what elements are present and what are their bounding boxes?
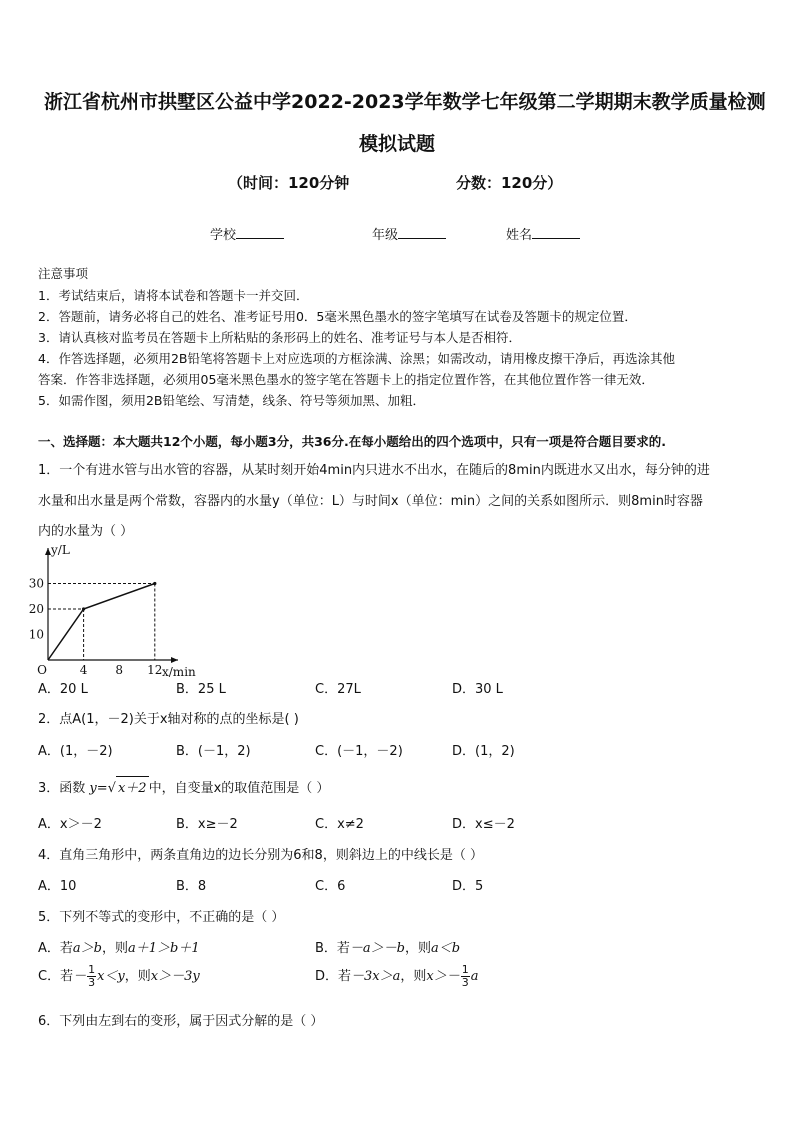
q5-a-cond: a＞b [72, 941, 102, 956]
q4-option-a: A．10 [38, 879, 77, 894]
note-item: 答案．作答非选择题，必须用05毫米黑色墨水的签字笔在答题卡上的指定位置作答，在其他位置作答一律无效． [38, 372, 654, 387]
question-5-stem: 5．下列不等式的变形中，不正确的是（ ） [38, 910, 285, 925]
grade-field [372, 224, 446, 243]
q5-c-sign: － [73, 969, 87, 984]
page-title-line2: 模拟试题 [359, 133, 436, 155]
note-item: 2．答题前，请务必将自己的姓名、准考证号用0．5毫米黑色墨水的签字笔填写在试卷及答题卡的规定位置． [38, 309, 637, 324]
q3-radicand: x＋2 [116, 776, 149, 796]
fraction-numerator: 1 [461, 963, 469, 976]
fraction [87, 964, 96, 989]
x-tick-label: 8 [115, 663, 124, 677]
question-3-stem [38, 776, 329, 796]
q5-option-c [38, 964, 200, 989]
note-item: 5．如需作图，须用2B铅笔绘、写清楚，线条、符号等须加黑、加粗． [38, 393, 425, 408]
q3-function: y= [89, 781, 108, 796]
q1-option-d: D．30 L [452, 682, 503, 697]
q5-b-cond: －a＞－b [349, 941, 405, 956]
data-point [82, 607, 85, 610]
q3-option-a: A．x＞－2 [38, 817, 102, 832]
series-line [48, 584, 155, 661]
q2-option-a: A．(1，－2) [38, 744, 113, 759]
q5-option-b [315, 937, 460, 956]
q1-option-a: A．20 L [38, 682, 88, 697]
y-tick-label: 10 [28, 627, 44, 642]
q3-option-c: C．x≠2 [315, 817, 364, 832]
x-axis-label: x/min [162, 665, 196, 679]
school-label: 学校 [210, 228, 237, 243]
q5-a-pre: A．若 [38, 941, 73, 956]
x-axis-arrow-icon [171, 657, 178, 663]
name-blank [532, 226, 580, 239]
q5-b-result: a＜b [431, 941, 461, 956]
q4-option-c: C．6 [315, 879, 346, 894]
data-point [153, 582, 156, 585]
q3-option-b: B．x≥－2 [176, 817, 238, 832]
school-blank [236, 226, 284, 239]
y-tick-label: 20 [28, 602, 44, 616]
score-label: 分数：120分） [456, 174, 563, 192]
q5-b-pre: B．若 [315, 941, 350, 956]
note-item: 3．请认真核对监考员在答题卡上所粘贴的条形码上的姓名、准考证号与本人是否相符． [38, 330, 521, 345]
q3-post: 中，自变量x的取值范围是（ ） [148, 781, 330, 796]
q5-d-mid: ，则 [400, 969, 427, 984]
q5-c-result: x＞－3y [150, 969, 200, 984]
question-4-stem: 4．直角三角形中，两条直角边的边长分别为6和8，则斜边上的中线长是（ ） [38, 848, 483, 863]
q5-c-cond: x＜y [97, 969, 125, 984]
name-label: 姓名 [506, 228, 533, 243]
q5-d-result-b: a [470, 969, 479, 984]
notes-heading: 注意事项 [38, 266, 89, 281]
grade-label: 年级 [372, 228, 399, 243]
fraction-numerator: 1 [88, 963, 96, 976]
q4-option-b: B．8 [176, 879, 207, 894]
q5-option-a [38, 937, 200, 956]
q4-option-d: D．5 [452, 879, 484, 894]
q5-d-result-a: x＞－ [426, 969, 460, 984]
question-1-chart [28, 540, 196, 679]
note-item: 4．作答选择题，必须用2B铅笔将答题卡上对应选项的方框涂满、涂黑；如需改动，请用橡皮擦干净后，再选涂其他 [38, 351, 675, 366]
fraction-denominator: 3 [88, 976, 96, 989]
q5-c-mid: ，则 [124, 969, 151, 984]
q5-d-cond: －3x＞a [351, 969, 401, 984]
y-tick-label: 30 [28, 576, 44, 591]
q5-a-mid: ，则 [101, 941, 128, 956]
q2-option-d: D．(1，2) [452, 744, 515, 759]
question-1-line1: 1．一个有进水管与出水管的容器，从某时刻开始4min内只进水不出水，在随后的8min内既进水又出水，每分钟的进 [38, 463, 710, 478]
fraction-denominator: 3 [461, 976, 469, 989]
grade-blank [398, 226, 446, 239]
x-tick-label: 12 [147, 663, 163, 677]
q2-option-c: C．(－1，－2) [315, 744, 403, 759]
fraction [461, 964, 470, 989]
q5-d-pre: D．若 [315, 969, 352, 984]
name-field [506, 224, 580, 243]
sqrt-symbol: √ [107, 781, 116, 796]
q1-option-b: B．25 L [176, 682, 226, 697]
school-field [210, 224, 284, 243]
question-1-line2: 水量和出水量是两个常数，容器内的水量y（单位：L）与时间x（单位：min）之间的关系如图所示．则8min时容器 [38, 494, 703, 509]
q3-option-d: D．x≤－2 [452, 817, 515, 832]
time-label: （时间：120分钟 [228, 174, 350, 192]
question-2-stem: 2．点A(1，－2)关于x轴对称的点的坐标是( ) [38, 712, 299, 727]
page-title-line1: 浙江省杭州市拱墅区公益中学2022-2023学年数学七年级第二学期期末教学质量检测 [44, 91, 766, 113]
question-1-line3: 内的水量为（ ） [38, 524, 134, 539]
x-tick-label: 4 [79, 663, 88, 677]
q5-option-d [315, 964, 479, 989]
q2-option-b: B．(－1，2) [176, 744, 251, 759]
q5-a-result: a＋1＞b＋1 [128, 941, 200, 956]
note-item: 1．考试结束后，请将本试卷和答题卡一并交回． [38, 288, 309, 303]
origin-label: O [37, 663, 47, 677]
q5-b-mid: ，则 [405, 941, 432, 956]
section-heading: 一、选择题：本大题共12个小题，每小题3分，共36分.在每小题给出的四个选项中，只有一项是符合题目要求的. [38, 434, 666, 449]
y-axis-label: y/L [51, 543, 70, 557]
question-6-stem: 6．下列由左到右的变形，属于因式分解的是（ ） [38, 1014, 324, 1029]
q5-c-pre: C．若 [38, 969, 74, 984]
q1-option-c: C．27L [315, 682, 361, 697]
q3-pre: 3．函数 [38, 781, 86, 796]
